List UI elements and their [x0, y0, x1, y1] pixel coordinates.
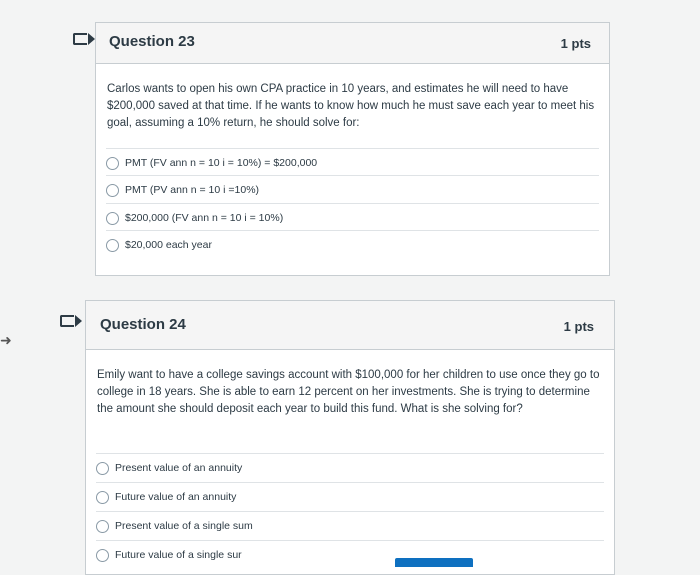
radio-button[interactable] [106, 157, 119, 170]
answer-option[interactable]: Future value of a single sur [96, 540, 604, 569]
answer-option[interactable]: PMT (FV ann n = 10 i = 10%) = $200,000 [106, 148, 599, 177]
question-title: Question 24 [100, 316, 186, 333]
radio-button[interactable] [106, 212, 119, 225]
answer-option[interactable]: $20,000 each year [106, 230, 599, 259]
question-header [86, 301, 614, 350]
radio-button[interactable] [106, 239, 119, 252]
question-text: Carlos wants to open his own CPA practice in 10 years, and estimates he will need to have $200,000 saved at that time. If he wants to know how much he must save each year to meet his goal, assuming a 10% return, he should solve for: [107, 83, 595, 129]
question-title: Question 23 [109, 33, 195, 50]
radio-button[interactable] [96, 491, 109, 504]
question-24-card [85, 300, 615, 575]
submit-button[interactable] [395, 558, 473, 567]
question-23-card [95, 22, 610, 276]
radio-button[interactable] [96, 520, 109, 533]
answer-option[interactable]: Present value of a single sum [96, 511, 604, 540]
radio-button[interactable] [96, 549, 109, 562]
answer-option[interactable]: $200,000 (FV ann n = 10 i = 10%) [106, 203, 599, 232]
radio-button[interactable] [106, 184, 119, 197]
answer-option[interactable]: Future value of an annuity [96, 482, 604, 511]
radio-button[interactable] [96, 462, 109, 475]
question-header [96, 23, 609, 64]
flag-question-icon[interactable] [73, 33, 87, 45]
question-text: Emily want to have a college savings account with $100,000 for her children to use once they go to college in 18 years. She is able to earn 12 percent on her investments. She is trying to determine the amount she should deposit each year to build this fund. What is she solving for? [97, 369, 600, 415]
question-points: 1 pts [560, 36, 591, 51]
cursor-arrow-icon: ➜ [0, 332, 12, 348]
question-points: 1 pts [563, 319, 594, 334]
answer-option[interactable]: Present value of an annuity [96, 453, 604, 482]
flag-question-icon[interactable] [60, 315, 74, 327]
answer-option[interactable]: PMT (PV ann n = 10 i =10%) [106, 175, 599, 204]
